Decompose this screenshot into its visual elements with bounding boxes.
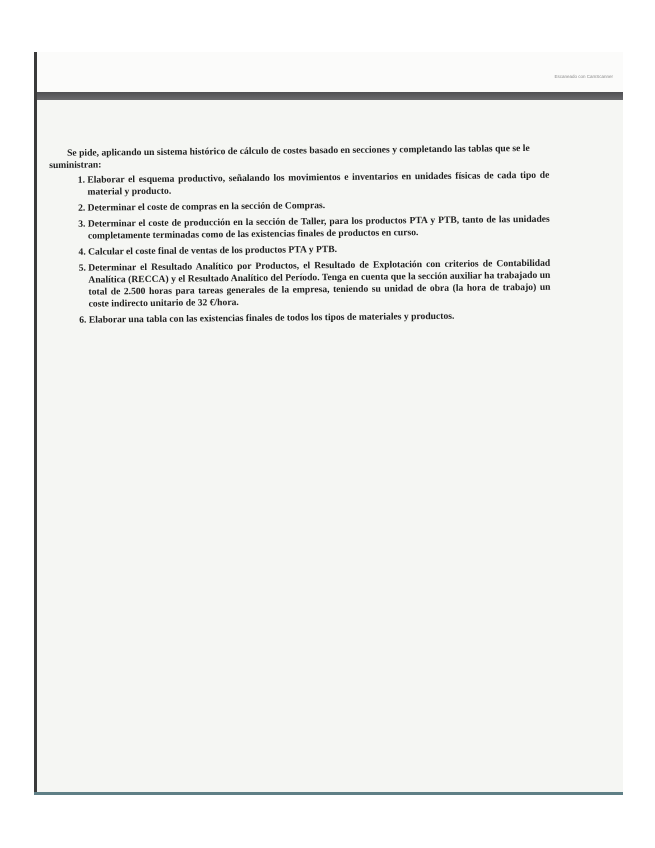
task-item: 3. Determinar el coste de producción en la sección de Taller, para los productos PTA y PTB, tanto de las unidades completamente terminadas como de las existencias finales de productos en curso.	[88, 214, 550, 243]
task-item: 1. Elaborar el esquema productivo, señalando los movimientos e inventarios en unidades físicas de cada tipo de material y producto.	[87, 170, 549, 199]
task-list	[49, 170, 551, 327]
header-bar	[37, 92, 623, 100]
task-item: 2. Determinar el coste de compras en la sección de Compras.	[88, 198, 550, 215]
intro-paragraph: Se pide, aplicando un sistema histórico de cálculo de costes basado en secciones y completando las tablas que se le suministran:	[49, 142, 530, 171]
document-body	[49, 143, 551, 331]
scanner-watermark: Escaneado con CamScanner	[554, 74, 613, 79]
task-item: 6. Elaborar una tabla con las existencias finales de todos los tipos de materiales y productos.	[89, 310, 551, 327]
scanned-page	[34, 52, 623, 794]
task-item: 4. Calcular el coste final de ventas de los productos PTA y PTB.	[88, 242, 550, 259]
scan-bottom-edge	[34, 792, 623, 795]
task-item: 5. Determinar el Resultado Analítico por Productos, el Resultado de Explotación con criterios de Contabilidad Analítica (RECCA) y el Resultado Analítico del Período. Tenga en cuenta que la sección auxiliar ha trabajado un total de 2.500 horas para tareas generales de la empresa, teniendo su unidad de obra (la hora de trabajo) un coste indirecto unitario de 32 €/hora.	[88, 258, 550, 311]
scan-header	[37, 52, 623, 92]
